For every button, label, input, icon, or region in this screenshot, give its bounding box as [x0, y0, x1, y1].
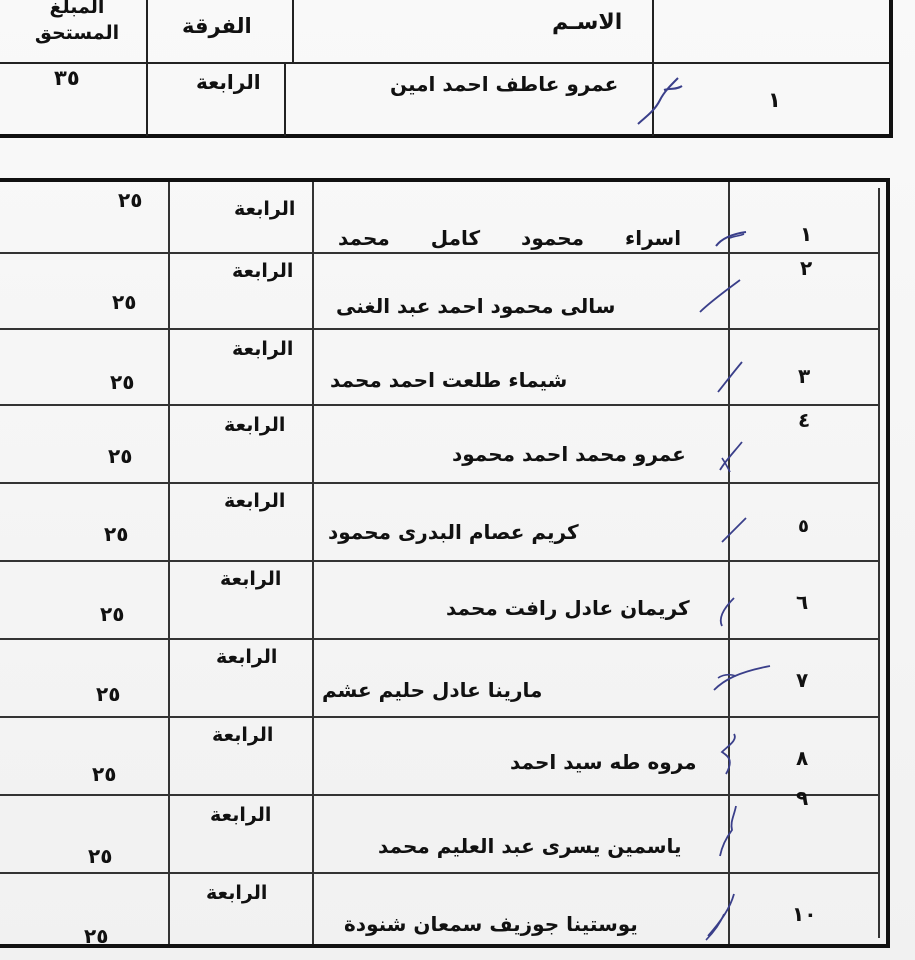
- row-index: ٣: [798, 364, 811, 388]
- signature-mark: [712, 590, 752, 630]
- signature-mark: [712, 802, 752, 862]
- header-amount: المبلغ المستحق: [34, 0, 120, 44]
- row-divider: [0, 872, 880, 874]
- row-divider: [0, 716, 880, 718]
- row-index: ٥: [798, 516, 809, 537]
- row-name: مروه طه سيد احمد: [510, 750, 697, 774]
- signature-mark: [708, 660, 778, 700]
- header-divider: [0, 62, 889, 64]
- row-name: شيماء طلعت احمد محمد: [330, 368, 568, 392]
- row-index: ٧: [796, 668, 809, 692]
- top-table: [0, 0, 893, 138]
- column-divider: [146, 0, 148, 136]
- row-year: الرابعة: [216, 646, 278, 668]
- row-index: ١: [768, 88, 781, 112]
- signature-mark: [712, 436, 752, 476]
- row-index: ١٠: [792, 902, 817, 926]
- row-divider: [0, 638, 880, 640]
- row-amount: ٢٥: [110, 370, 135, 394]
- row-index: ١: [800, 222, 813, 246]
- row-year: الرابعة: [210, 804, 272, 826]
- row-year: الرابعة: [232, 260, 294, 282]
- row-year: الرابعة: [234, 198, 296, 220]
- signature-mark: [716, 512, 756, 552]
- row-name: سالى محمود احمد عبد الغنى: [336, 294, 616, 318]
- row-year: الرابعة: [224, 414, 286, 436]
- row-amount: ٢٥: [92, 762, 117, 786]
- row-index: ٨: [796, 746, 809, 770]
- row-name: اسراء محمود كامل محمد: [338, 226, 682, 250]
- signature-mark: [714, 730, 754, 780]
- column-divider: [284, 62, 286, 136]
- signature-mark: [696, 888, 746, 948]
- row-divider: [0, 794, 880, 796]
- row-name: ياسمين يسرى عبد العليم محمد: [378, 834, 682, 858]
- signature-mark: [712, 358, 752, 398]
- row-amount: ٢٥: [112, 290, 137, 314]
- row-divider: [0, 560, 880, 562]
- row-amount: ٢٥: [100, 602, 125, 626]
- row-divider: [0, 328, 880, 330]
- row-year: الرابعة: [224, 490, 286, 512]
- row-year: الرابعة: [220, 568, 282, 590]
- row-year: الرابعة: [206, 882, 268, 904]
- column-divider: [292, 0, 294, 62]
- row-index: ٢: [800, 256, 813, 280]
- row-index: ٦: [796, 590, 809, 614]
- row-name: مارينا عادل حليم عشم: [322, 678, 543, 702]
- column-divider: [312, 182, 314, 944]
- header-name: الاسـم: [552, 10, 623, 35]
- signature-mark: [696, 272, 746, 322]
- row-year: الرابعة: [212, 724, 274, 746]
- row-index: ٤: [798, 408, 811, 432]
- row-amount: ٢٥: [104, 522, 129, 546]
- row-divider: [0, 404, 880, 406]
- row-amount: ٢٥: [108, 444, 133, 468]
- row-amount: ٢٥: [88, 844, 113, 868]
- row-name: كريمان عادل رافت محمد: [446, 596, 690, 620]
- row-year: الرابعة: [196, 70, 261, 94]
- row-amount: ٢٥: [118, 188, 143, 212]
- column-divider: [168, 182, 170, 944]
- signature-mark: [630, 72, 690, 132]
- signature-mark: [712, 224, 752, 254]
- row-amount: ٣٥: [54, 66, 80, 90]
- row-name: كريم عصام البدرى محمود: [328, 520, 579, 544]
- inner-border: [878, 188, 880, 938]
- row-amount: ٢٥: [96, 682, 121, 706]
- row-name: عمرو عاطف احمد امين: [390, 72, 619, 96]
- row-name: عمرو محمد احمد محمود: [452, 442, 686, 466]
- row-name: يوستينا جوزيف سمعان شنودة: [344, 912, 638, 936]
- row-amount: ٢٥: [84, 924, 109, 948]
- row-divider: [0, 482, 880, 484]
- header-year: الفرقة: [182, 14, 252, 38]
- row-year: الرابعة: [232, 338, 294, 360]
- bottom-table: [0, 178, 890, 948]
- row-index: ٩: [796, 786, 809, 810]
